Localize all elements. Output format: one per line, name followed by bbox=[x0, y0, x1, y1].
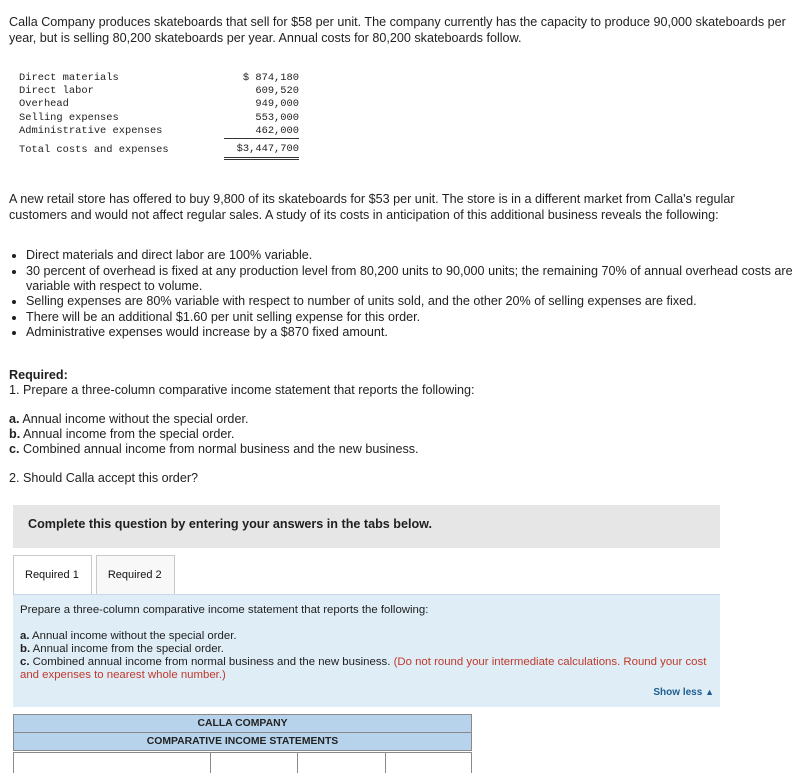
statement-columns bbox=[13, 752, 472, 772]
cost-amount: $ 874,180 bbox=[242, 72, 299, 84]
instruction-banner: Complete this question by entering your answers in the tabs below. bbox=[13, 505, 720, 548]
problem-intro: Calla Company produces skateboards that sell for $58 per unit. The company currently has the capacity to produce 90,000 skateboards per year, but is selling 80,200 skateboards per year. Annual costs for 80,200 skateboards follow. bbox=[9, 15, 786, 45]
cost-label: Direct materials bbox=[19, 72, 119, 84]
tab-required-2[interactable]: Required 2 bbox=[96, 555, 175, 595]
income-statement-header bbox=[13, 714, 472, 751]
cost-label: Direct labor bbox=[19, 85, 94, 98]
show-less-link[interactable] bbox=[653, 686, 714, 699]
cost-row bbox=[19, 85, 299, 98]
cost-total-row bbox=[19, 139, 299, 159]
panel-part-b bbox=[20, 643, 720, 656]
annual-costs-table bbox=[19, 72, 299, 160]
panel-part-c bbox=[20, 656, 720, 682]
cost-label: Selling expenses bbox=[19, 111, 119, 124]
part-c-text: Combined annual income from normal business and the new business. bbox=[19, 442, 419, 456]
panel-part-a-text: Annual income without the special order. bbox=[29, 630, 237, 642]
cost-row bbox=[19, 72, 299, 85]
panel-part-b-label: b. bbox=[20, 643, 31, 655]
panel-lead: Prepare a three-column comparative income statement that reports the following: bbox=[20, 604, 429, 616]
panel-part-a-label: a. bbox=[20, 630, 30, 642]
cost-amount: 609,520 bbox=[255, 85, 299, 98]
part-b-text: Annual income from the special order. bbox=[20, 427, 235, 441]
statement-column bbox=[210, 752, 297, 773]
cost-amount: 462,000 bbox=[224, 125, 299, 139]
cost-row bbox=[19, 125, 299, 139]
cost-amount: 553,000 bbox=[255, 111, 299, 124]
statement-title: COMPARATIVE INCOME STATEMENTS bbox=[146, 736, 339, 747]
cost-label: Administrative expenses bbox=[19, 125, 163, 138]
triangle-up-icon: ▲ bbox=[705, 687, 714, 697]
company-name: CALLA COMPANY bbox=[14, 715, 471, 733]
cost-amount: 949,000 bbox=[255, 98, 299, 111]
cost-label: Overhead bbox=[19, 98, 69, 111]
list-item: • Selling expenses are 80% variable with respect to number of units sold, and the other 20% of selling expenses are fixed. bbox=[26, 294, 800, 309]
part-c bbox=[9, 442, 789, 457]
panel-part-c-label: c. bbox=[20, 656, 30, 668]
panel-part-b-text: Annual income from the special order. bbox=[30, 643, 224, 655]
cost-row bbox=[19, 112, 299, 125]
list-item: • Direct materials and direct labor are 100% variable. bbox=[26, 248, 800, 263]
part-c-label: c. bbox=[9, 442, 20, 456]
rounding-note: (Do not round your intermediate calculations. Round your cost and expenses to nearest whole number.) bbox=[20, 656, 707, 681]
special-order-paragraph: A new retail store has offered to buy 9,800 of its skateboards for $53 per unit. The store is in a different market from Calla's regular customers and would not affect regular sales. A study of its costs in anticipation of this additional business reveals the following: bbox=[9, 192, 735, 222]
panel-part-c-text: Combined annual income from normal business and the new business. bbox=[29, 656, 394, 668]
answer-tabs bbox=[13, 555, 179, 595]
tab-panel bbox=[13, 594, 720, 707]
list-item: • There will be an additional $1.60 per unit selling expense for this order. bbox=[26, 310, 800, 325]
statement-column bbox=[13, 752, 210, 773]
required-heading: Required: bbox=[9, 368, 68, 382]
panel-part-a bbox=[20, 630, 720, 643]
statement-column bbox=[297, 752, 384, 773]
question-2: 2. Should Calla accept this order? bbox=[9, 471, 199, 485]
total-label: Total costs and expenses bbox=[19, 143, 169, 156]
list-item: • 30 percent of overhead is fixed at any production level from 80,200 units to 90,000 units; the remaining 70% of annual overhead costs are variable with respect to volume. bbox=[26, 264, 800, 294]
part-a bbox=[9, 412, 789, 427]
required-section bbox=[9, 368, 789, 486]
show-less-label: Show less bbox=[653, 687, 703, 698]
tab-required-1[interactable]: Required 1 bbox=[13, 555, 92, 595]
part-a-label: a. bbox=[9, 412, 20, 426]
cost-study-list bbox=[9, 248, 800, 341]
part-a-text: Annual income without the special order. bbox=[19, 412, 249, 426]
statement-column bbox=[385, 752, 472, 773]
part-b-label: b. bbox=[9, 427, 21, 441]
list-item: • Administrative expenses would increase by a $870 fixed amount. bbox=[26, 325, 800, 340]
question-1: 1. Prepare a three-column comparative income statement that reports the following: bbox=[9, 383, 475, 397]
part-b bbox=[9, 427, 789, 442]
total-amount: $3,447,700 bbox=[224, 139, 299, 159]
cost-row bbox=[19, 98, 299, 111]
